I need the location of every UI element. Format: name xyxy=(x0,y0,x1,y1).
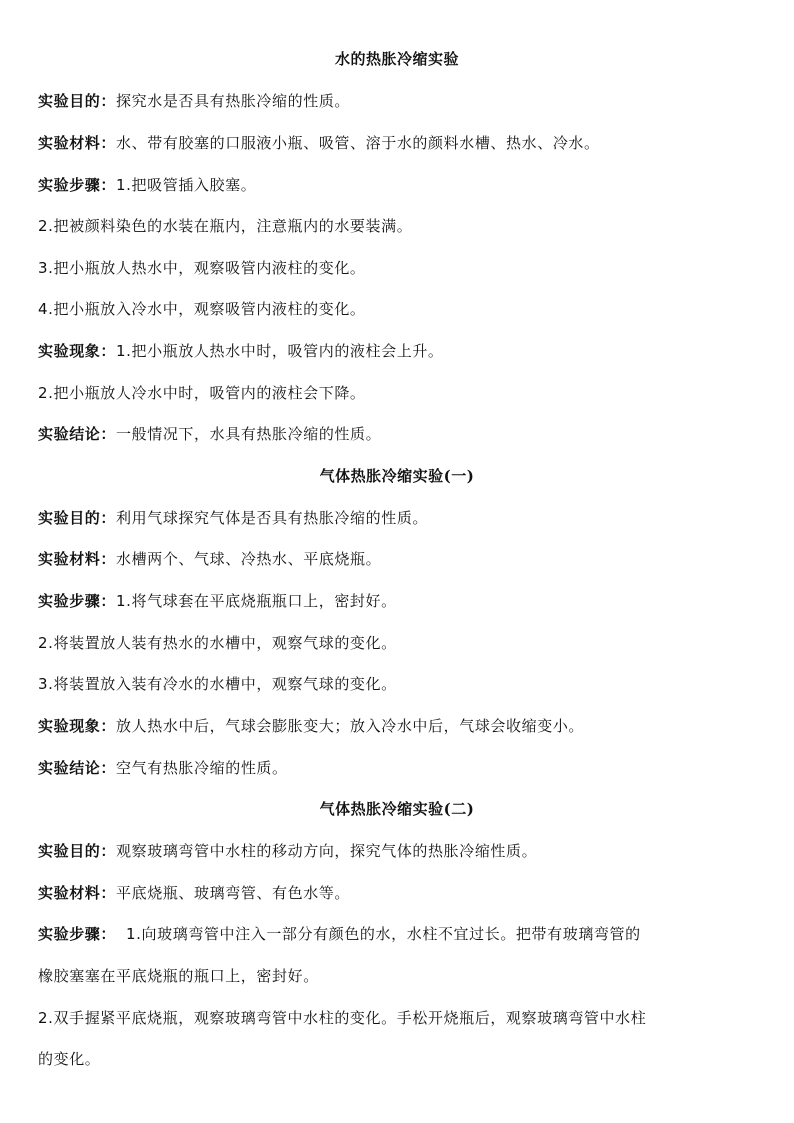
section-1-purpose xyxy=(38,91,758,111)
materials-label: 实验材料： xyxy=(38,550,117,568)
steps-label: 实验步骤： xyxy=(38,925,117,943)
section-1-title: 水的热胀冷缩实验 xyxy=(334,50,459,68)
step-text: 1.把吸管插入胶塞。 xyxy=(116,176,257,194)
purpose-label: 实验目的： xyxy=(38,509,117,527)
section-2-purpose xyxy=(38,508,758,528)
steps-label: 实验步骤： xyxy=(38,176,117,194)
step-line: 3.把小瓶放人热水中，观察吸管内液柱的变化。 xyxy=(38,259,366,277)
materials-label: 实验材料： xyxy=(38,134,117,152)
section-1-materials xyxy=(38,133,758,153)
section-3-title: 气体热胀冷缩实验(二) xyxy=(319,800,475,818)
purpose-text: 观察玻璃弯管中水柱的移动方向，探究气体的热胀冷缩性质。 xyxy=(116,842,538,860)
section-2-conclusion xyxy=(38,758,758,778)
section-3-purpose xyxy=(38,841,758,861)
materials-text: 水槽两个、气球、冷热水、平底烧瓶。 xyxy=(116,550,382,568)
section-1-phenomenon xyxy=(38,341,758,361)
conclusion-text: 一般情况下，水具有热胀冷缩的性质。 xyxy=(116,425,382,443)
conclusion-label: 实验结论： xyxy=(38,425,117,443)
section-2-steps xyxy=(38,591,758,611)
section-2-phenomenon xyxy=(38,716,758,736)
step-line: 2.将装置放人装有热水的水槽中，观察气球的变化。 xyxy=(38,634,397,652)
step-line: 的变化。 xyxy=(38,1050,101,1068)
step-text: 1.向玻璃弯管中注入一部分有颜色的水，水柱不宜过长。把带有玻璃弯管的 xyxy=(126,925,641,943)
phenomenon-line: 2.把小瓶放人冷水中时，吸管内的液柱会下降。 xyxy=(38,384,366,402)
phenomenon-text: 放人热水中后，气球会膨胀变大；放入冷水中后，气球会收缩变小。 xyxy=(116,717,585,735)
materials-label: 实验材料： xyxy=(38,884,117,902)
purpose-text: 利用气球探究气体是否具有热胀冷缩的性质。 xyxy=(116,509,429,527)
step-line: 2.把被颜料染色的水装在瓶内，注意瓶内的水要装满。 xyxy=(38,217,413,235)
steps-label: 实验步骤： xyxy=(38,592,117,610)
step-line: 4.把小瓶放入冷水中，观察吸管内液柱的变化。 xyxy=(38,300,366,318)
step-line: 3.将装置放入装有冷水的水槽中，观察气球的变化。 xyxy=(38,675,397,693)
step-text: 1.将气球套在平底烧瓶瓶口上，密封好。 xyxy=(116,592,397,610)
materials-text: 平底烧瓶、玻璃弯管、有色水等。 xyxy=(116,884,351,902)
materials-text: 水、带有胶塞的口服液小瓶、吸管、溶于水的颜料水槽、热水、冷水。 xyxy=(116,134,600,152)
purpose-label: 实验目的： xyxy=(38,842,117,860)
phenomenon-label: 实验现象： xyxy=(38,717,117,735)
section-2-materials xyxy=(38,549,758,569)
step-line: 2.双手握紧平底烧瓶，观察玻璃弯管中水柱的变化。手松开烧瓶后，观察玻璃弯管中水柱 xyxy=(38,1009,647,1027)
conclusion-label: 实验结论： xyxy=(38,759,117,777)
step-line: 橡胶塞塞在平底烧瓶的瓶口上，密封好。 xyxy=(38,967,319,985)
phenomenon-text: 1.把小瓶放人热水中时，吸管内的液柱会上升。 xyxy=(116,342,444,360)
section-1-steps xyxy=(38,175,758,195)
purpose-text: 探究水是否具有热胀冷缩的性质。 xyxy=(116,92,351,110)
purpose-label: 实验目的： xyxy=(38,92,117,110)
section-2-title: 气体热胀冷缩实验(一) xyxy=(319,467,475,485)
conclusion-text: 空气有热胀冷缩的性质。 xyxy=(116,759,288,777)
section-1-conclusion xyxy=(38,424,758,444)
section-3-steps xyxy=(38,924,758,944)
section-3-materials xyxy=(38,883,758,903)
phenomenon-label: 实验现象： xyxy=(38,342,117,360)
